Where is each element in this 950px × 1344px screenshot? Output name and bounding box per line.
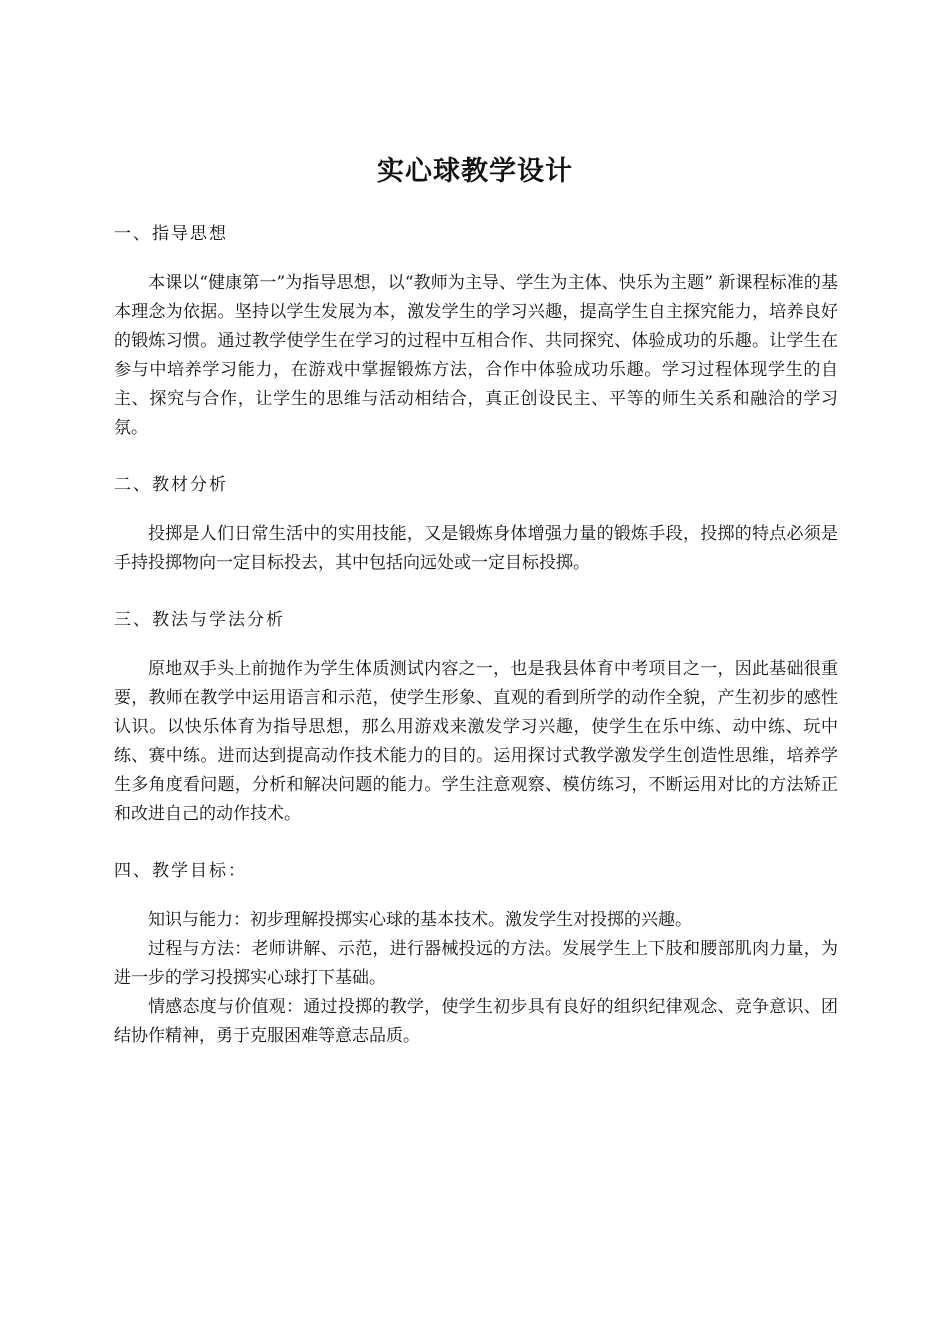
section-heading: 二、教材分析	[114, 475, 228, 495]
section-material-analysis	[114, 471, 838, 578]
section-heading: 一、指导思想	[114, 224, 228, 244]
objective-knowledge-ability: 知识与能力：初步理解投掷实心球的基本技术。激发学生对投掷的兴趣。	[148, 910, 692, 930]
document-body	[114, 220, 838, 1051]
document-title: 实心球教学设计	[377, 156, 573, 187]
section-paragraph: 原地双手头上前抛作为学生体质测试内容之一，也是我县体育中考项目之一，因此基础很重要，教师在教学中运用语言和示范，使学生形象、直观的看到所学的动作全貌，产生初步的感性认识。以快乐体育为指导思想，那么用游戏来激发学习兴趣，使学生在乐中练、动中练、玩中练、赛中练。进而达到提高动作技术能力的目的。运用探讨式教学激发学生创造性思维，培养学生多角度看问题，分析和解决问题的能力。学生注意观察、模仿练习，不断运用对比的方法矫正和改进自己的动作技术。	[114, 659, 838, 824]
section-paragraph: 本课以“健康第一”为指导思想，以“教师为主导、学生为主体、快乐为主题” 新课程标准的基本理念为依据。坚持以学生发展为本，激发学生的学习兴趣，提高学生自主探究能力，培养良好的锻炼习惯。通过教学使学生在学习的过程中互相合作、共同探究、体验成功的乐趣。让学生在参与中培养学习能力，在游戏中掌握锻炼方法，合作中体验成功乐趣。学习过程体现学生的自主、探究与合作，让学生的思维与活动相结合，真正创设民主、平等的师生关系和融洽的学习氛。	[114, 273, 838, 438]
section-teaching-objectives	[114, 857, 838, 1051]
section-heading: 三、教法与学法分析	[114, 610, 285, 630]
section-heading: 四、教学目标：	[114, 861, 247, 881]
section-guiding-ideology	[114, 220, 838, 443]
section-paragraph: 投掷是人们日常生活中的实用技能，又是锻炼身体增强力量的锻炼手段，投掷的特点必须是手持投掷物向一定目标投去，其中包括向远处或一定目标投掷。	[114, 524, 838, 573]
objective-process-method: 过程与方法：老师讲解、示范，进行器械投远的方法。发展学生上下肢和腰部肌肉力量，为进一步的学习投掷实心球打下基础。	[114, 939, 838, 988]
section-teaching-method-analysis	[114, 606, 838, 829]
objective-attitude-values: 情感态度与价值观：通过投掷的教学，使学生初步具有良好的组织纪律观念、竞争意识、团结协作精神，勇于克服困难等意志品质。	[114, 997, 838, 1046]
